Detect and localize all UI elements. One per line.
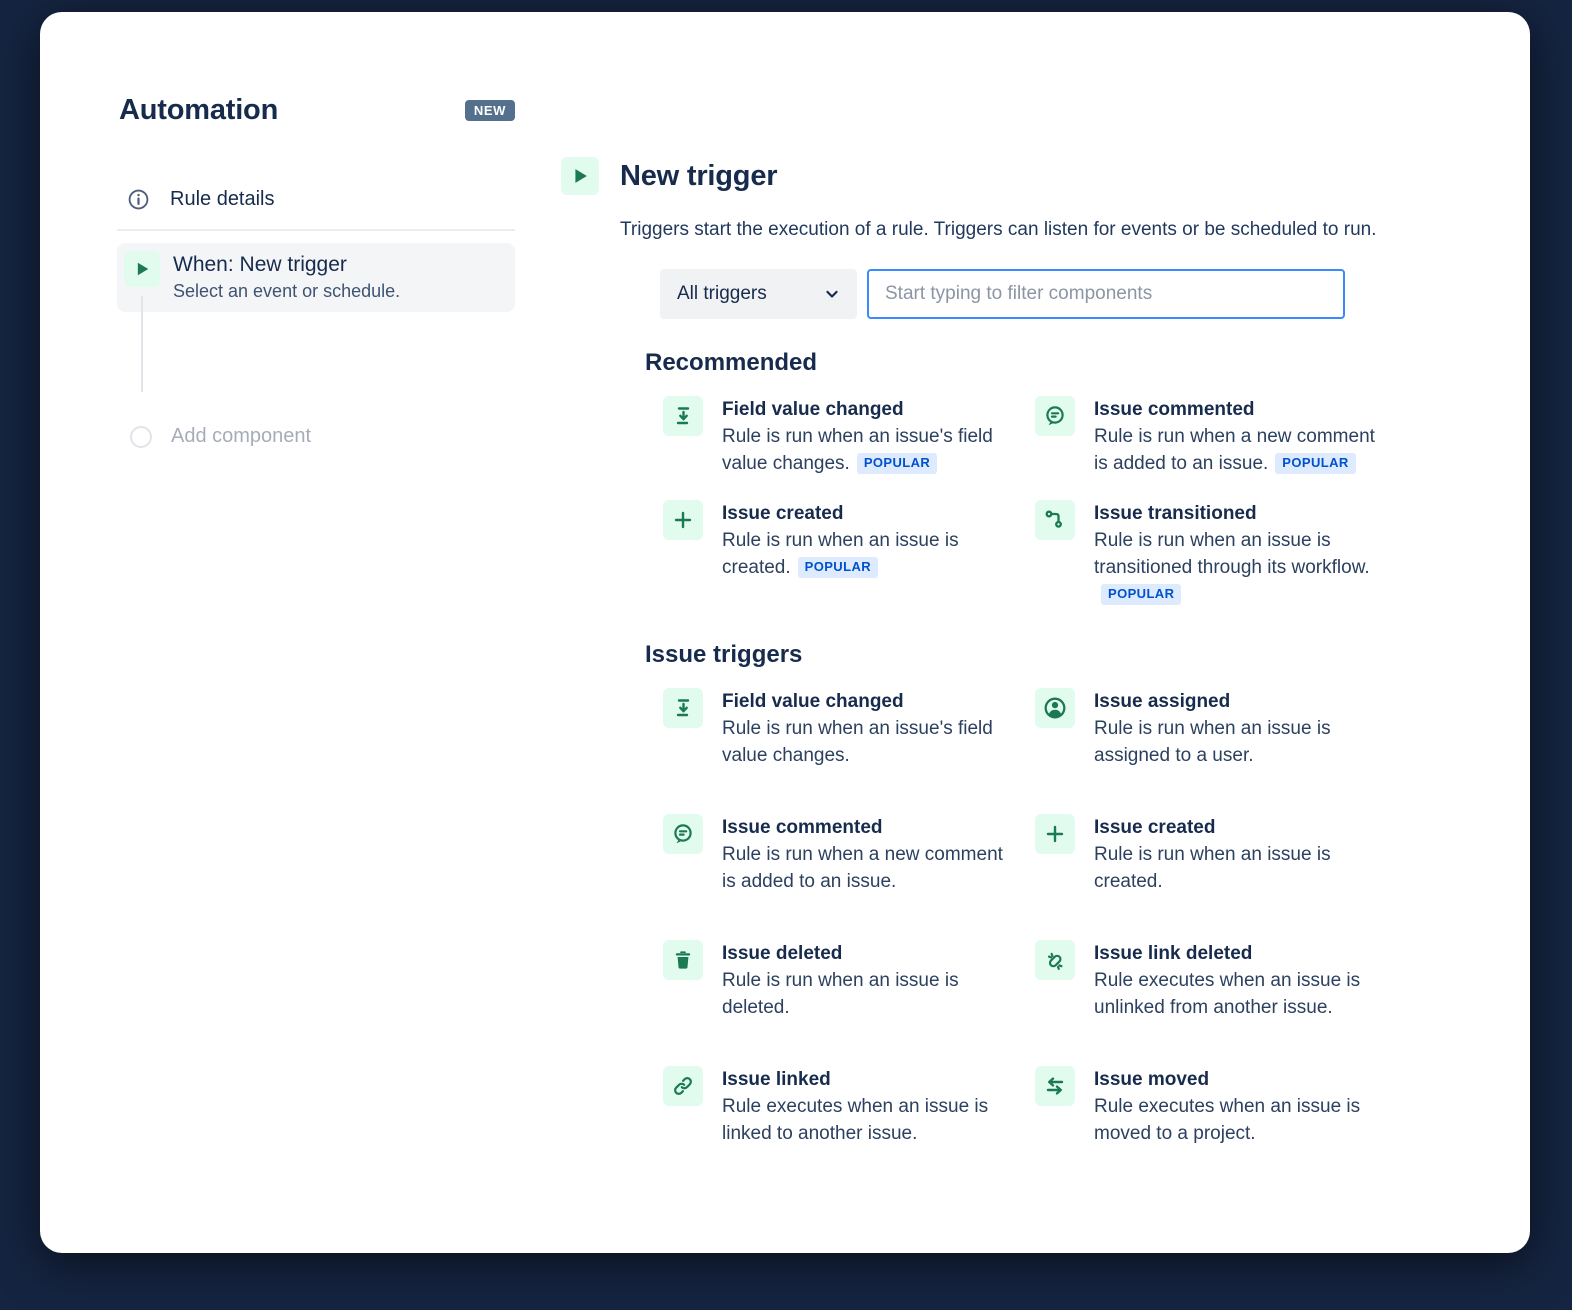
link-icon <box>663 1066 703 1106</box>
comment-icon <box>1035 396 1075 436</box>
play-icon <box>124 251 160 287</box>
plus-icon <box>663 500 703 540</box>
trigger-item-title: Issue commented <box>722 817 883 838</box>
popular-badge: POPULAR <box>1101 584 1181 605</box>
trigger-item-description: Rule is run when an issue is created. POPULAR <box>722 530 959 578</box>
field-value-changed-icon <box>663 688 703 728</box>
broken-link-icon <box>1035 940 1075 980</box>
trigger-grid <box>663 396 1491 608</box>
trigger-item-description: Rule executes when an issue is linked to another issue. <box>722 1096 989 1144</box>
trigger-item-title: Issue transitioned <box>1094 503 1257 524</box>
circle-outline-icon <box>130 426 152 448</box>
trigger-item[interactable] <box>663 500 1035 608</box>
trigger-description: Triggers start the execution of a rule. Triggers can listen for events or be scheduled to run. <box>620 219 1377 240</box>
sidebar-item-rule-details[interactable] <box>117 180 515 219</box>
filter-components-input[interactable] <box>867 269 1345 319</box>
trigger-item[interactable] <box>1035 1066 1407 1147</box>
sidebar-item-add-component[interactable] <box>130 425 515 448</box>
trigger-item-title: Issue created <box>722 503 844 524</box>
trigger-item[interactable] <box>1035 814 1407 895</box>
trigger-item[interactable] <box>1035 500 1407 608</box>
section-heading: Issue triggers <box>645 641 803 668</box>
trigger-item[interactable] <box>663 688 1035 769</box>
trigger-item[interactable] <box>663 814 1035 895</box>
plus-icon <box>1035 814 1075 854</box>
trigger-item-description: Rule is run when an issue is deleted. <box>722 970 959 1018</box>
popular-badge: POPULAR <box>798 557 878 578</box>
trigger-item-title: Issue commented <box>1094 399 1255 420</box>
trigger-item[interactable] <box>663 940 1035 1021</box>
section-heading: Recommended <box>645 349 818 376</box>
page-title: Automation <box>119 94 279 126</box>
trigger-category-dropdown[interactable] <box>660 269 857 319</box>
trash-icon <box>663 940 703 980</box>
sidebar-divider <box>117 229 515 231</box>
trigger-picker <box>561 157 1491 1147</box>
info-icon <box>127 188 150 211</box>
trigger-item-description: Rule is run when an issue is transitioned through its workflow.POPULAR <box>1094 527 1376 608</box>
automation-panel <box>40 12 1530 1253</box>
user-icon <box>1035 688 1075 728</box>
trigger-item-description: Rule is run when an issue's field value changes. <box>722 718 993 766</box>
sidebar-item-label: Add component <box>171 425 312 447</box>
trigger-item-description: Rule is run when an issue is assigned to a user. <box>1094 718 1331 766</box>
new-badge: NEW <box>465 100 515 121</box>
trigger-item-title: Issue link deleted <box>1094 943 1253 964</box>
trigger-item[interactable] <box>1035 940 1407 1021</box>
sidebar-item-label: When: New trigger <box>173 253 347 276</box>
trigger-sections <box>645 349 1491 1147</box>
step-connector-line <box>141 296 143 392</box>
trigger-item-title: Issue created <box>1094 817 1216 838</box>
comment-icon <box>663 814 703 854</box>
popular-badge: POPULAR <box>1275 453 1355 474</box>
trigger-item-title: Issue linked <box>722 1069 831 1090</box>
field-value-changed-icon <box>663 396 703 436</box>
trigger-item-description: Rule is run when a new comment is added to an issue. POPULAR <box>1094 426 1375 474</box>
transition-icon <box>1035 500 1075 540</box>
trigger-item-title: Issue moved <box>1094 1069 1210 1090</box>
play-icon <box>561 157 599 195</box>
trigger-item-title: Field value changed <box>722 399 904 420</box>
trigger-item-description: Rule is run when an issue is created. <box>1094 844 1331 892</box>
sidebar-item-sublabel: Select an event or schedule. <box>173 281 401 301</box>
move-icon <box>1035 1066 1075 1106</box>
sidebar-item-when-new-trigger[interactable] <box>117 243 515 312</box>
trigger-item[interactable] <box>663 396 1035 477</box>
trigger-item[interactable] <box>663 1066 1035 1147</box>
trigger-item-title: Issue deleted <box>722 943 843 964</box>
dropdown-value: All triggers <box>677 283 767 304</box>
trigger-item-description: Rule is run when a new comment is added to an issue. <box>722 844 1003 892</box>
trigger-item-title: Issue assigned <box>1094 691 1231 712</box>
trigger-item[interactable] <box>1035 396 1407 477</box>
trigger-item-description: Rule executes when an issue is unlinked from another issue. <box>1094 970 1361 1018</box>
trigger-item[interactable] <box>1035 688 1407 769</box>
popular-badge: POPULAR <box>857 453 937 474</box>
trigger-item-description: Rule executes when an issue is moved to a project. <box>1094 1096 1361 1144</box>
rule-steps-sidebar <box>117 180 515 448</box>
sidebar-item-label: Rule details <box>170 188 275 210</box>
chevron-down-icon <box>822 284 842 304</box>
trigger-item-description: Rule is run when an issue's field value changes. POPULAR <box>722 426 993 474</box>
page-heading: New trigger <box>620 159 778 192</box>
trigger-item-title: Field value changed <box>722 691 904 712</box>
trigger-grid <box>663 688 1491 1147</box>
